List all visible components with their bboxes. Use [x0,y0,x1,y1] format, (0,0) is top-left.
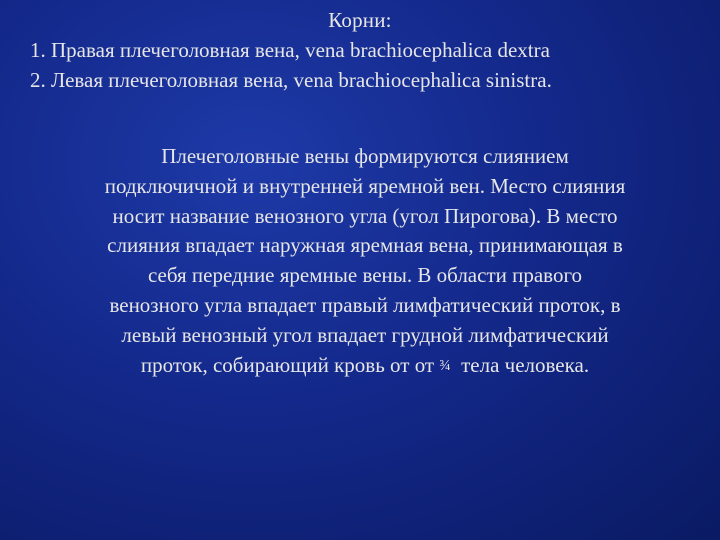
paragraph-line: венозного угла впадает правый лимфатический проток, в [109,292,621,317]
paragraph-line: Плечеголовные вены формируются слиянием [161,144,569,168]
paragraph-line: левый венозный угол впадает грудной лимфатический [121,322,609,347]
last-line-text: проток, собирающий кровь от от [140,352,440,377]
paragraph-line: носит название венозного угла (угол Пирогова). В место [112,203,618,228]
roots-list [30,35,710,95]
root-item-left: 2. Левая плечеголовная вена, vena brachiocephalica sinistra. [30,68,552,92]
paragraph-line: себя передние яремные вены. В области правого [147,263,583,288]
paragraph-line: подключичной и внутренней яремной вен. Место слияния [104,173,626,198]
root-item-right: 1. Правая плечеголовная вена, vena brachiocephalica dextra [30,38,550,62]
paragraph-last-line [20,351,710,382]
slide-heading: Корни: [328,8,392,32]
last-line-ending: тела человека. [450,352,590,377]
fraction-three-quarters: ¾ [439,357,451,374]
description-paragraph [20,142,710,381]
paragraph-line: слияния впадает наружная яремная вена, принимающая в [107,233,623,258]
